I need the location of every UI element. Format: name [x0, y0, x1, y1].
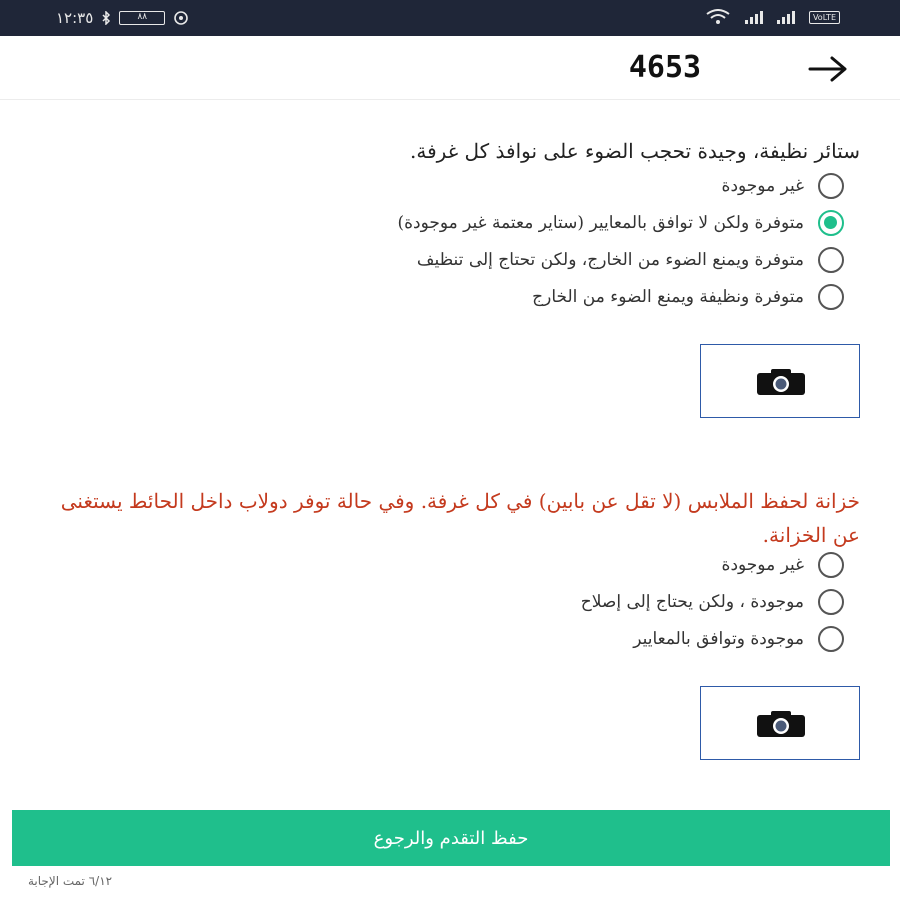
radio-button[interactable] [818, 626, 844, 652]
radio-button[interactable] [818, 173, 844, 199]
status-time: ١٢:٣٥ [56, 9, 94, 27]
app-header [0, 36, 900, 100]
question-1-text: ستائر نظيفة، وجيدة تحجب الضوء على نوافذ كل غرفة. [410, 139, 860, 163]
question-2-text: خزانة لحفظ الملابس (لا تقل عن بابين) في كل غرفة. وفي حالة توفر دولاب داخل الحائط يستغنى عن الخزانة. [60, 489, 860, 547]
radio-button[interactable] [818, 552, 844, 578]
radio-button-selected[interactable] [818, 210, 844, 236]
q1-option-3[interactable] [417, 242, 844, 278]
battery-icon [119, 11, 165, 25]
radio-button[interactable] [818, 589, 844, 615]
option-label: متوفرة ولكن لا توافق بالمعايير (ستاير معتمة غير موجودة) [397, 213, 804, 233]
battery-level: ٨٨ [137, 12, 148, 22]
location-icon [173, 10, 189, 26]
option-label: غير موجودة [721, 555, 804, 575]
radio-button[interactable] [818, 284, 844, 310]
q1-option-2[interactable] [397, 205, 844, 241]
radio-button[interactable] [818, 247, 844, 273]
q1-option-1[interactable] [722, 168, 844, 204]
signal-icon-2 [777, 10, 795, 24]
status-left-group [56, 9, 189, 27]
q2-option-3[interactable] [633, 621, 844, 657]
status-bar [0, 0, 900, 36]
answered-count: ٦/١٢ تمت الإجابة [28, 874, 113, 888]
arrow-right-icon[interactable] [806, 52, 852, 86]
q1-photo-button[interactable] [700, 344, 860, 418]
option-label: موجودة وتوافق بالمعايير [633, 629, 804, 649]
option-label: متوفرة ونظيفة ويمنع الضوء من الخارج [532, 287, 804, 307]
option-label: موجودة ، ولكن يحتاج إلى إصلاح [580, 592, 804, 612]
option-label: غير موجودة [721, 176, 804, 196]
q1-option-4[interactable] [532, 279, 844, 315]
page-title: 4653 [628, 50, 702, 85]
signal-icon-1 [745, 10, 763, 24]
option-label: متوفرة ويمنع الضوء من الخارج، ولكن تحتاج إلى تنظيف [416, 250, 804, 270]
q2-option-2[interactable] [581, 584, 844, 620]
status-right-group [705, 9, 840, 25]
save-progress-button[interactable]: حفظ التقدم والرجوع [12, 810, 890, 866]
camera-icon [755, 367, 807, 397]
camera-icon [755, 709, 807, 739]
wifi-icon [705, 9, 731, 25]
q2-option-1[interactable] [722, 547, 844, 583]
q2-photo-button[interactable] [700, 686, 860, 760]
bluetooth-icon [101, 11, 111, 25]
volte-badge: VoLTE [809, 11, 840, 24]
